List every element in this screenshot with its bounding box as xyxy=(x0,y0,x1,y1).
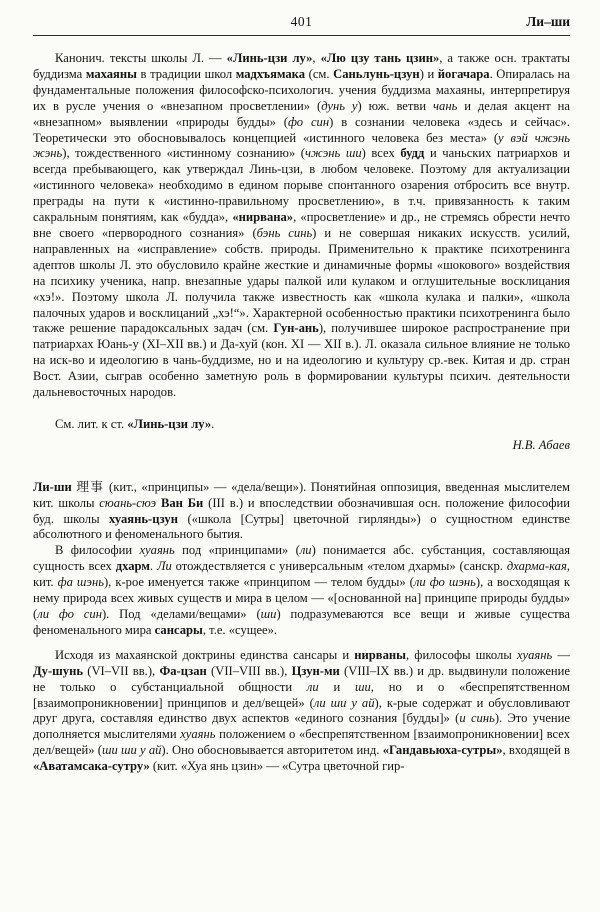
text-segment: ) понимается абс. субстанция, составляющая сущность всех xyxy=(33,543,570,574)
text-segment: , входящей в xyxy=(502,743,570,758)
text-segment: В философии xyxy=(55,543,140,558)
bold-term: Фа-цзан xyxy=(159,663,207,678)
text-segment: , кит. xyxy=(33,559,570,590)
text-segment: . xyxy=(211,416,215,431)
running-head: Ли–ши xyxy=(526,14,570,29)
italic-term: дунь у xyxy=(321,98,358,113)
italic-term: ли ши у ай xyxy=(313,695,375,710)
italic-term: ли фо шэнь xyxy=(413,575,476,590)
author-signature xyxy=(33,438,570,454)
text-segment: ) юж. ветви xyxy=(357,98,434,113)
bold-term: сансары xyxy=(154,622,203,637)
italic-term: ши xyxy=(260,607,277,621)
bold-term: махаяны xyxy=(85,66,137,81)
italic-term: сюань-сюэ xyxy=(99,495,157,510)
italic-term: ли xyxy=(306,679,319,694)
italic-term: ши xyxy=(354,679,371,694)
bold-term: Саньлунь-цзун xyxy=(333,66,420,81)
bold-term: нирваны xyxy=(354,647,406,662)
see-also-note xyxy=(33,417,570,433)
page-number: 401 xyxy=(290,14,313,29)
text-segment: (VII–VIII вв.), xyxy=(206,663,292,678)
text-segment: в традиции школ xyxy=(136,66,236,81)
text-segment: ), а восходящая к нему природа всех живых существ и мира в целом — «[основанной на] принципе природы будды» ( xyxy=(33,575,570,621)
bold-term: Ли-ши xyxy=(33,479,72,494)
text-segment: , «просветление» и др., не стремясь обрести нечто вне своего «первородного сознания» ( xyxy=(33,210,570,240)
italic-term: бэнь синь xyxy=(256,225,313,240)
hanzi-characters: 理事 xyxy=(76,479,105,494)
bold-term: «Гандавьюха-сутры» xyxy=(382,743,503,758)
bold-term: «Линь-цзи лу» xyxy=(226,51,313,65)
bold-term: Гун-ань xyxy=(273,321,319,336)
text-segment: положением о «беспрепятственном [взаимопроникновении] всех дел/вещей» ( xyxy=(33,727,570,758)
bold-term: «нирвана» xyxy=(232,210,294,225)
italic-term: фо син xyxy=(287,114,330,129)
bold-term: хуаянь-цзун xyxy=(109,511,178,526)
paragraph xyxy=(33,648,570,775)
bold-term: будд xyxy=(400,146,425,161)
italic-term: Н.В. Абаев xyxy=(512,437,570,452)
text-segment: ), тождественного «истинному сознанию» ( xyxy=(62,146,305,161)
text-segment: . xyxy=(149,559,157,574)
text-segment: ) всех xyxy=(361,146,401,161)
text-segment: ). Оно обосновывается авторитетом инд. xyxy=(161,743,383,758)
text-segment: и xyxy=(318,679,355,694)
bold-term: йогачара xyxy=(437,66,490,81)
text-segment: отождествляется с универсальным «телом дхармы» (санскр. xyxy=(171,559,507,574)
text-segment: ), получившее широкое распространение при патриархах Юань-у (XI–XII вв.) и Да-хуй (кон. XI — XII в.). Л. оказала сильное влияние не только на иск-во и идеологию в чань-буддизме, но и на идеологию и культуру ср.-век. Китая и др. стран Вост. Азии, сыграв особенно заметную роль в формировании культуры психич. деятельности дальневосточных народов. xyxy=(33,321,570,400)
italic-term: у вэй чжэнь жэнь xyxy=(33,130,570,161)
bold-term: мадхъямака xyxy=(235,66,306,81)
header-rule xyxy=(33,35,570,36)
text-segment: (кит., «принципы» — «дела/вещи»). Понятийная оппозиция, введенная мыслителем кит. школы xyxy=(33,479,571,510)
bold-term: «Аватамсака-сутру» xyxy=(33,759,150,774)
text-segment: , но и о «беспрепятственном [взаимопроникновении] принципов и дел/вещей» ( xyxy=(33,679,570,710)
text-segment: ) и xyxy=(419,66,438,81)
italic-term: и синь xyxy=(459,711,495,726)
text-segment: и делая акцент на «внезапном» выявлении «природы будды» ( xyxy=(33,98,570,129)
text-segment: ), к-рые содержат и обусловливают друг друга, составляя единство двух аспектов «единого сознания [будды]» ( xyxy=(33,695,570,726)
text-segment: Канонич. тексты школы Л. — xyxy=(55,51,227,65)
text-segment: ) и не совершая никаких искусств. усилий, направленных на «исправление» собств. природы. Применительно к практике психотренинга адептов школы Л. это обусловило крайне жесткие и динамичные формы «шокового» воздействия на психику ученика, напр. внезапные удары палкой или кулаком и оглушительные восклицания «хэ!». Поэтому школа Л. получила также известность как «школа кулака и палки», «школа палочных ударов и восклицаний „хэ!“». Характерной особенностью практики психотренинга было также решение парадоксальных задач (см. xyxy=(33,225,570,336)
text-segment: под «принципами» ( xyxy=(174,543,300,558)
italic-term: хуаянь xyxy=(180,727,216,742)
italic-term: чань xyxy=(433,98,458,113)
paragraph xyxy=(33,51,570,401)
text-segment: ), к-рое именуется также «принципом — телом будды» ( xyxy=(103,575,414,590)
paragraph xyxy=(33,543,570,638)
text-segment: ). Это учение дополняется мыслителями xyxy=(33,711,570,742)
text-segment: , т.е. «сущее». xyxy=(202,622,278,637)
text-segment: Исходя из махаянской доктрины единства сансары и xyxy=(55,647,355,662)
text-segment: ) подразумеваются все вещи и живые существа феноменального мира xyxy=(33,607,570,637)
bold-term: «Линь-цзи лу» xyxy=(127,416,212,431)
text-segment: , а также осн. трактаты буддизма xyxy=(33,51,571,81)
text-segment: — xyxy=(552,647,570,662)
text-segment: (кит. «Хуа янь цзин» — «Сутра цветочной гир- xyxy=(149,759,405,774)
text-segment: См. лит. к ст. xyxy=(55,416,128,431)
italic-term: чжэнь ши xyxy=(304,146,362,161)
bold-term: Ду-шунь xyxy=(33,663,83,678)
text-segment: («школа [Сутры] цветочной гирлянды») о сущностном единстве абсолютного и феноменального бытия. xyxy=(33,511,570,542)
italic-term: дхарма-кая xyxy=(506,559,567,574)
italic-term: фа шэнь xyxy=(57,575,104,590)
text-segment: , философы школы xyxy=(405,647,517,662)
text-segment: ) в сознании человека «здесь и сейчас». Теоретически это обосновывалось концепцией «истинного человека без места» ( xyxy=(33,114,570,145)
bold-term: Цзун-ми xyxy=(291,663,340,678)
italic-term: хуаянь xyxy=(516,647,553,662)
text-segment: (VI–VII вв.), xyxy=(83,663,160,678)
italic-term: ли xyxy=(299,543,312,558)
italic-term: хуаянь xyxy=(139,543,175,558)
italic-term: Ли xyxy=(156,559,172,574)
article-text xyxy=(33,51,570,775)
text-segment: и чаньских патриархов и всегда пребывающего, как утверждал Линь-цзи, в любом человеке. Поэтому для актуализации «истинного человека» необходимо в едином порыве спонтанного озарения отбросить все внутр. преграды на пути к «истинно-правильному просветлению», в т.ч. привязанность к таким сакральным понятиям, как «будда», xyxy=(33,146,570,225)
bold-term: Ван Би xyxy=(160,495,204,510)
italic-term: ши ши у ай xyxy=(101,743,162,758)
text-segment: (VIII–IX вв.) и др. выдвинули положение не только о субстанциальной общности xyxy=(33,663,570,694)
page-header xyxy=(33,14,570,30)
bold-term: дхарм xyxy=(115,559,150,574)
text-segment: ). Под «делами/вещами» ( xyxy=(101,607,261,621)
entry-paragraph xyxy=(33,480,570,544)
text-segment: , xyxy=(312,51,321,65)
italic-term: ли фо син xyxy=(37,607,102,621)
text-segment: . Опиралась на фундаментальные положения философско-психологич. учения буддизма махаяны, интерпретируя их в русле учения о «внезапном просветлении» ( xyxy=(33,66,570,113)
text-segment: (III в.) и впоследствии обозначившая осн. положение философии буд. школы xyxy=(33,495,570,526)
text-segment: (см. xyxy=(305,66,334,81)
bold-term: «Лю цзу тань цзин» xyxy=(320,51,440,65)
